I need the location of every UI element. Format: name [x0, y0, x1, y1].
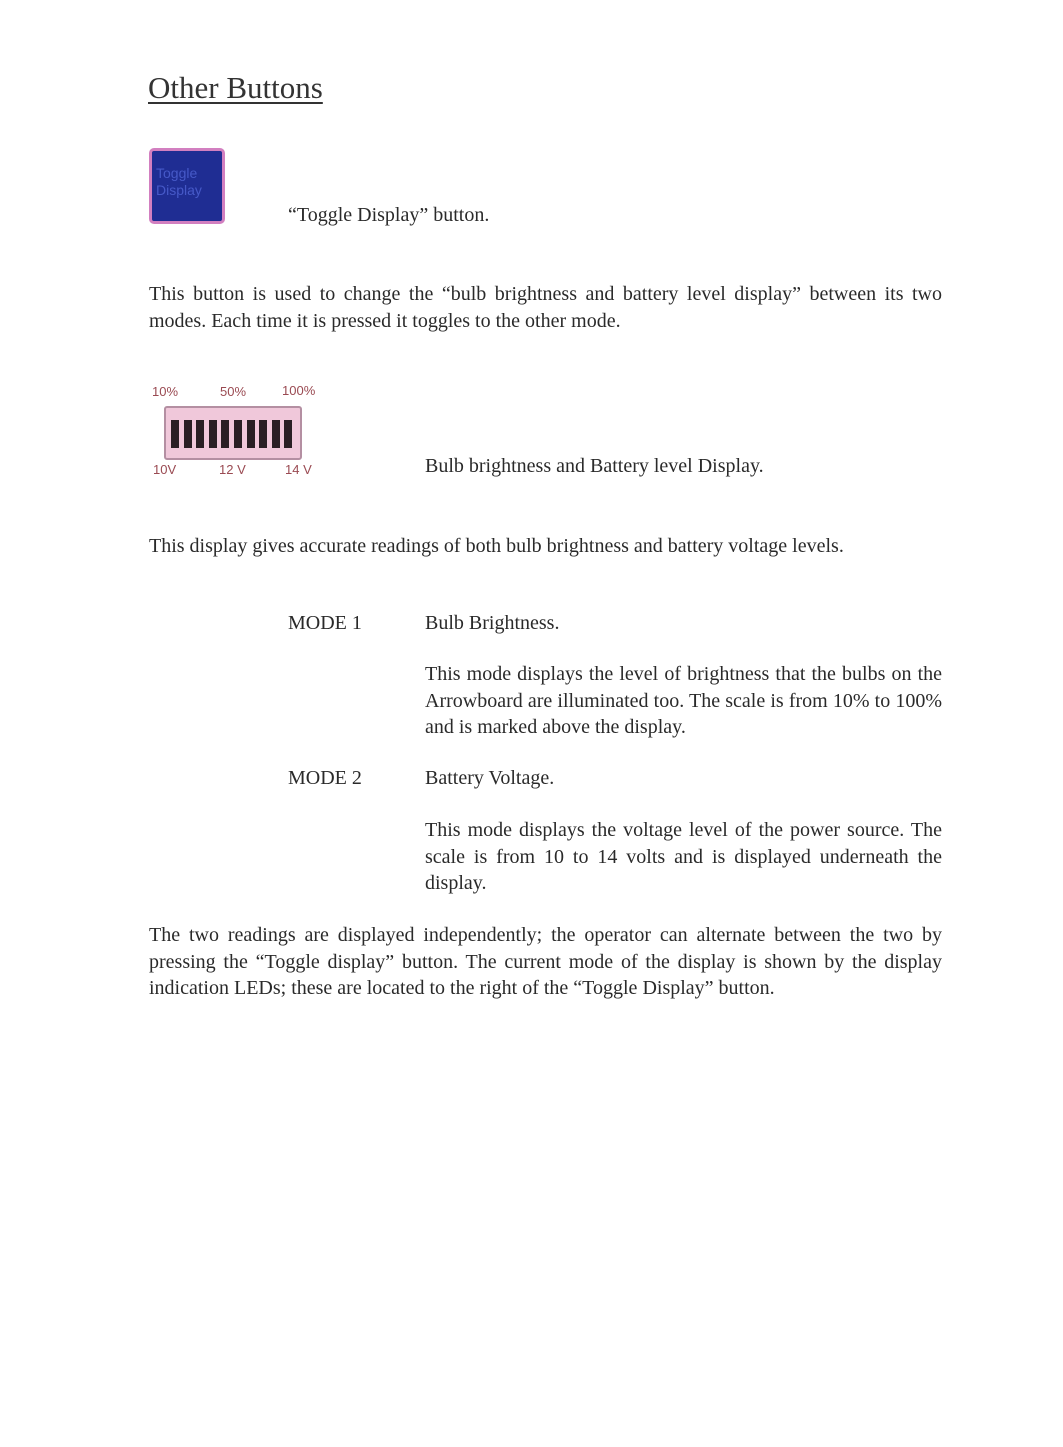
page-title: Other Buttons	[148, 70, 323, 105]
display-segment	[221, 420, 229, 448]
toggle-button-label-line2: Display	[156, 182, 202, 198]
display-segment	[209, 420, 217, 448]
scale-bottom-label-10v: 10V	[153, 462, 177, 477]
display-segment	[284, 420, 292, 448]
scale-bottom-label-14v: 14 V	[285, 462, 312, 477]
display-segment	[272, 420, 280, 448]
mode-2-label: MODE 2	[288, 767, 362, 789]
scale-top-label-100: 100%	[282, 383, 316, 398]
toggle-display-button[interactable]	[149, 148, 225, 224]
display-segment	[171, 420, 179, 448]
display-segment	[259, 420, 267, 448]
display-segment	[247, 420, 255, 448]
brightness-battery-display	[164, 406, 302, 460]
scale-top-label-10: 10%	[152, 384, 179, 399]
mode-2-title: Battery Voltage.	[425, 767, 555, 789]
display-caption: Bulb brightness and Battery level Display.	[425, 455, 764, 477]
display-segment	[234, 420, 242, 448]
mode-1-label: MODE 1	[288, 612, 362, 634]
scale-top-label-50: 50%	[220, 384, 247, 399]
toggle-button-label-line1: Toggle	[156, 165, 198, 181]
display-segment	[184, 420, 192, 448]
mode-1-body: This mode displays the level of brightness that the bulbs on the Arrowboard are illuminated too. The scale is from 10% to 100% and is marked above the display.	[425, 663, 942, 738]
intro-paragraph: This button is used to change the “bulb brightness and battery level display” between its two modes. Each time it is pressed it toggles to the other mode.	[149, 283, 942, 332]
mode-2-body: This mode displays the voltage level of the power source. The scale is from 10 to 14 volts and is displayed underneath the display.	[425, 819, 942, 894]
closing-paragraph: The two readings are displayed independently; the operator can alternate between the two by pressing the “Toggle display” button. The current mode of the display is shown by the display indication LEDs; these are located to the right of the “Toggle Display” button.	[149, 924, 942, 999]
scale-bottom-label-12v: 12 V	[219, 462, 246, 477]
toggle-button-caption: “Toggle Display” button.	[288, 204, 490, 226]
display-segment	[196, 420, 204, 448]
display-description: This display gives accurate readings of both bulb brightness and battery voltage levels.	[149, 535, 844, 557]
mode-1-title: Bulb Brightness.	[425, 612, 560, 634]
